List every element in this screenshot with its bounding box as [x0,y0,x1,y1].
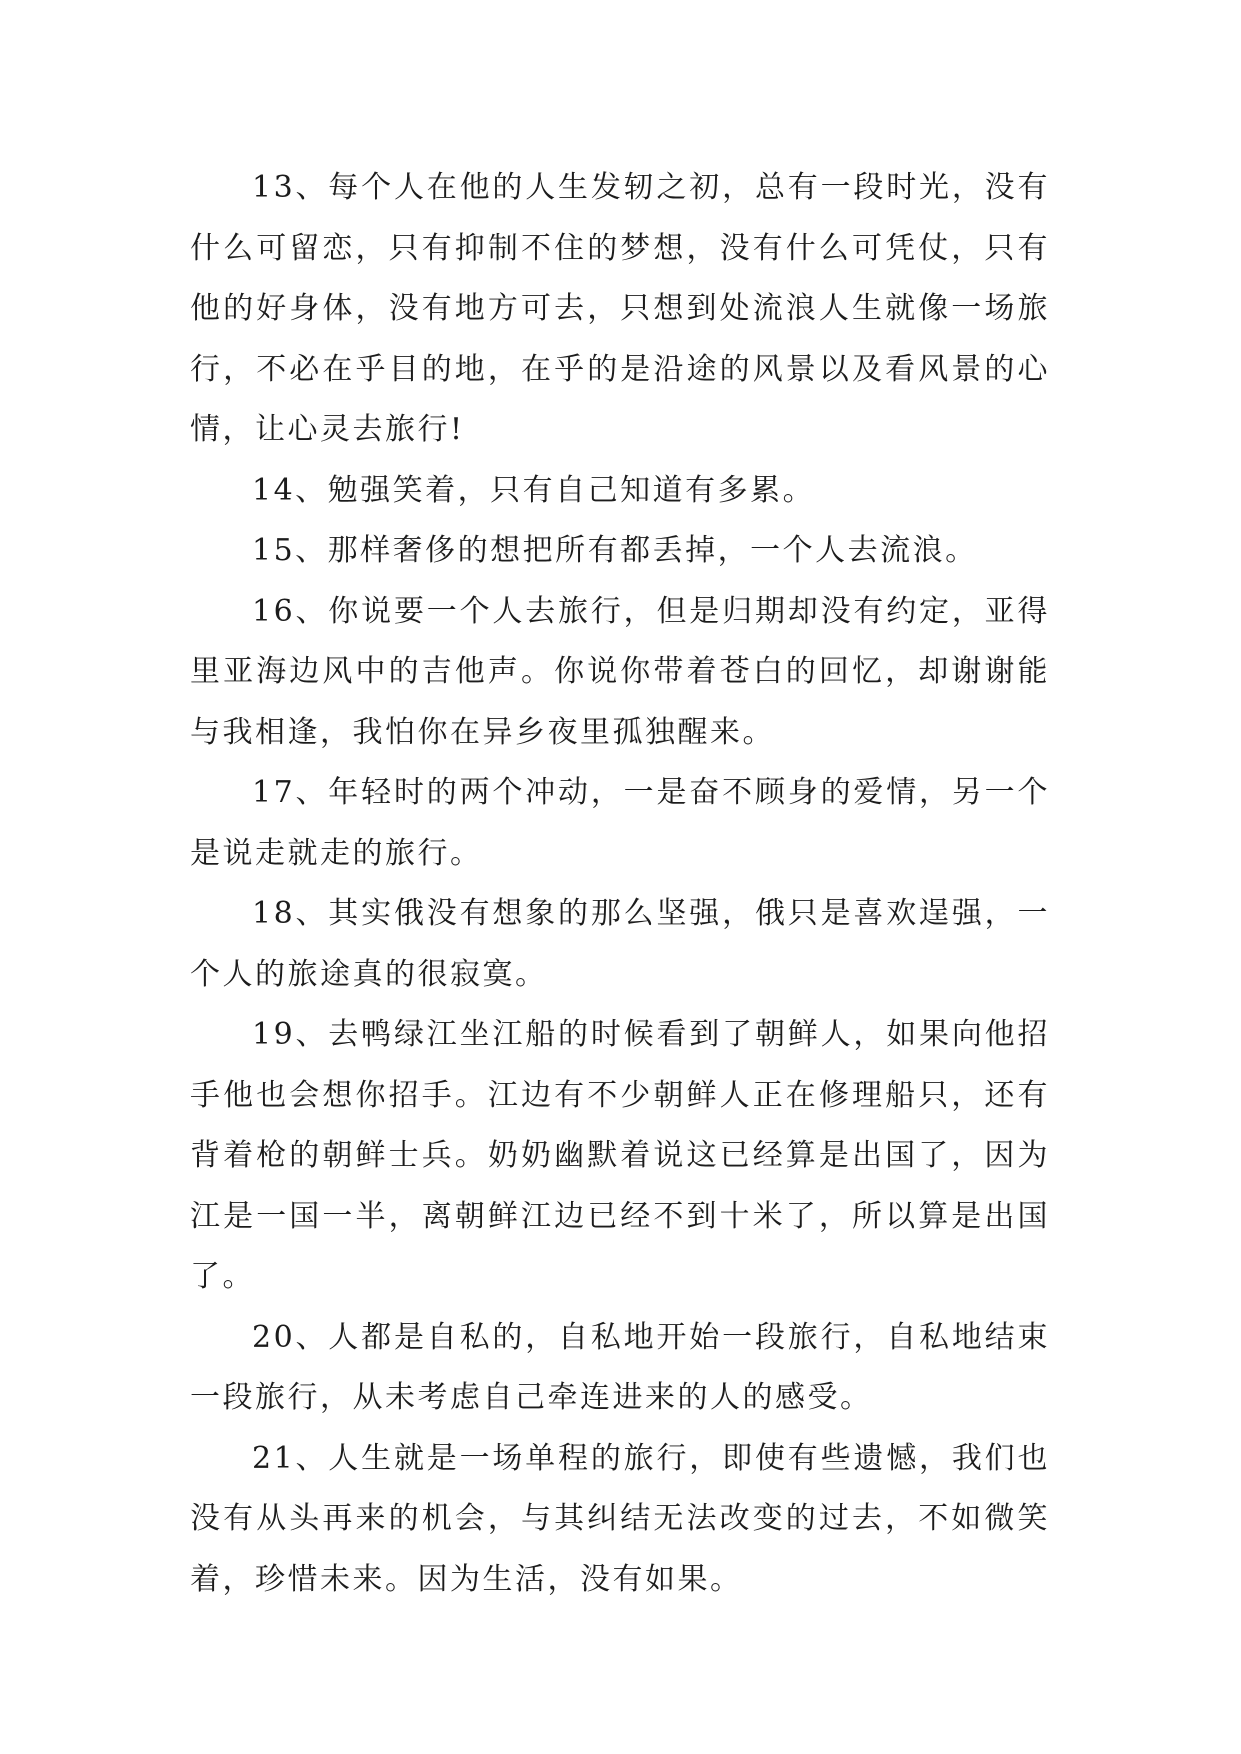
paragraph-13: 13、每个人在他的人生发轫之初，总有一段时光，没有什么可留恋，只有抑制不住的梦想，没有什么可凭仗，只有他的好身体，没有地方可去，只想到处流浪人生就像一场旅行，不必在乎目的地，在乎的是沿途的风景以及看风景的心情，让心灵去旅行! [190,170,1050,447]
document-page [190,158,1050,1610]
paragraph-16: 16、你说要一个人去旅行，但是归期却没有约定，亚得里亚海边风中的吉他声。你说你带着苍白的回忆，却谢谢能与我相逢，我怕你在异乡夜里孤独醒来。 [190,593,1050,750]
paragraph-17: 17、年轻时的两个冲动，一是奋不顾身的爱情，另一个是说走就走的旅行。 [190,775,1050,871]
paragraph-14: 14、勉强笑着，只有自己知道有多累。 [252,472,816,508]
paragraph-20: 20、人都是自私的，自私地开始一段旅行，自私地结束一段旅行，从未考虑自己牵连进来的人的感受。 [190,1319,1050,1415]
paragraph-19: 19、去鸭绿江坐江船的时候看到了朝鲜人，如果向他招手他也会想你招手。江边有不少朝鲜人正在修理船只，还有背着枪的朝鲜士兵。奶奶幽默着说这已经算是出国了，因为江是一国一半，离朝鲜江边已经不到十米了，所以算是出国了。 [190,1017,1050,1294]
paragraph-18: 18、其实俄没有想象的那么坚强，俄只是喜欢逞强，一个人的旅途真的很寂寞。 [190,896,1050,992]
paragraph-21: 21、人生就是一场单程的旅行，即使有些遗憾，我们也没有从头再来的机会，与其纠结无法改变的过去，不如微笑着，珍惜未来。因为生活，没有如果。 [190,1440,1050,1597]
paragraph-15: 15、那样奢侈的想把所有都丢掉，一个人去流浪。 [252,533,978,568]
